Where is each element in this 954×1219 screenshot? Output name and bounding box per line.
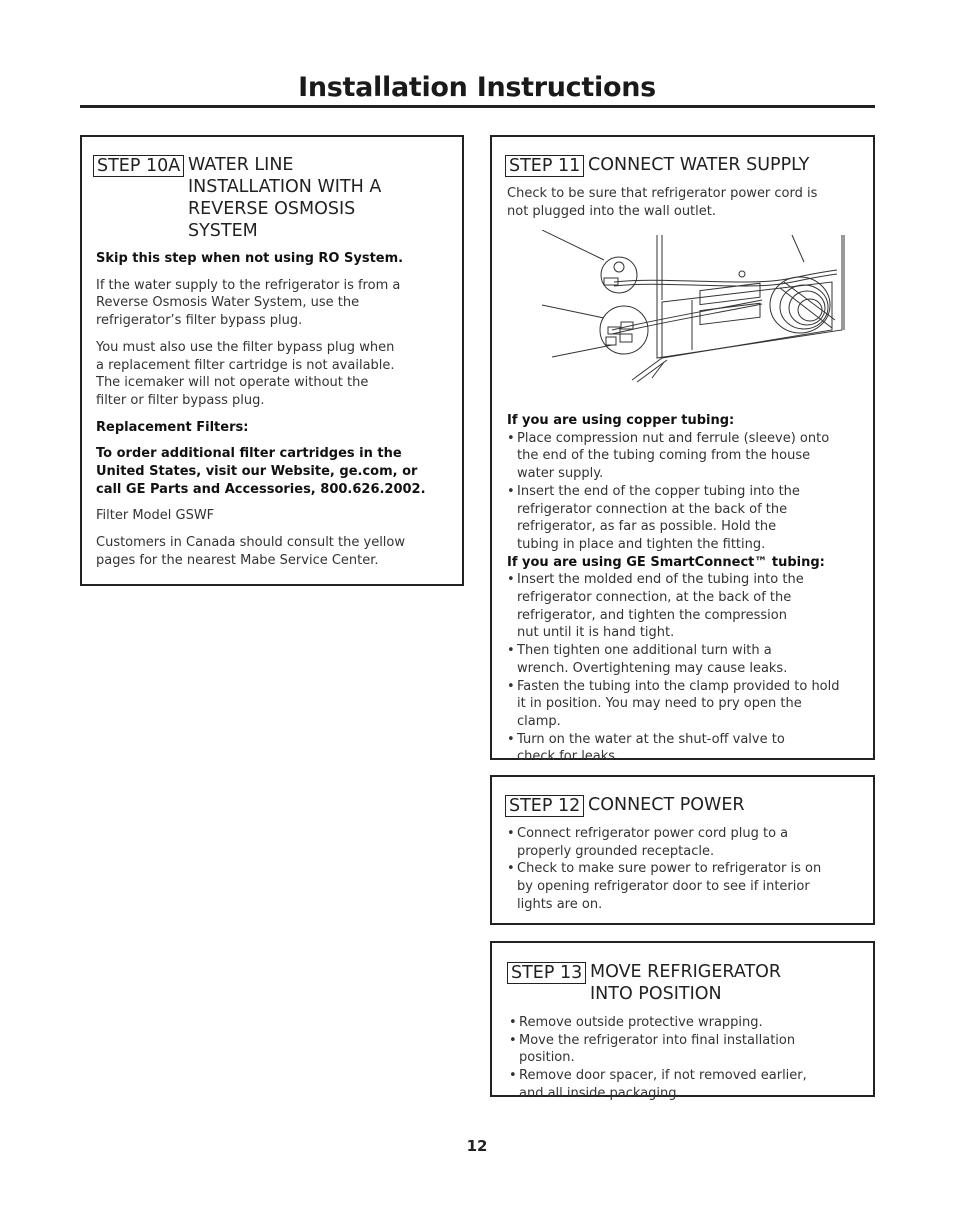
step-11-title: CONNECT WATER SUPPLY [588,155,810,175]
step-13-title: MOVE REFRIGERATOR INTO POSITION [590,962,782,1004]
ro-paragraph: If the water supply to the refrigerator is from a Reverse Osmosis Water System, use the refrigerator’s filter bypass plug. [96,277,401,329]
step-11-box [490,135,875,765]
step-11-intro: Check to be sure that refrigerator power cord is not plugged into the wall outlet. [507,186,818,219]
filter-model: Filter Model GSWF [96,508,215,524]
smart-bullet-1: • Insert the molded end of the tubing into the refrigerator connection, at the back of the refrigerator, and tighten the compression nut until it is hand tight. [507,571,807,642]
smart-bullet-3: • Fasten the tubing into the clamp provided to hold it in position. You may need to pry open the clamp. [507,678,842,731]
copper-bullet-2: • Insert the end of the copper tubing into the refrigerator connection at the back of the refrigerator, as far as possible. Hold the tubing in place and tighten the fitting. [507,483,817,554]
step-13-box [490,941,875,1101]
step-11-tag: STEP 11 [505,155,584,177]
page-title: Installation Instructions [298,72,656,103]
position-bullet-1: • Remove outside protective wrapping. [509,1014,854,1032]
power-bullet-2: • Check to make sure power to refrigerator is on by opening refrigerator door to see if interior lights are on. [507,860,837,913]
copper-bullet-1: • Place compression nut and ferrule (sleeve) onto the end of the tubing coming from the house water supply. [507,430,842,483]
order-paragraph: To order additional filter cartridges in the United States, visit our Website, ge.com, or call GE Parts and Accessories, 800.626.2002. [96,446,426,497]
step-10a-tag: STEP 10A [93,155,184,177]
replacement-heading: Replacement Filters: [96,419,249,435]
bypass-paragraph: You must also use the filter bypass plug when a replacement filter cartridge is not available. The icemaker will not operate without the filter or filter bypass plug. [96,339,395,408]
step-11-instructions [507,412,842,766]
water-connection-diagram [542,230,852,390]
skip-note: Skip this step when not using RO System. [96,251,404,266]
smartconnect-heading: If you are using GE SmartConnect™ tubing: [507,554,825,570]
step-13-tag: STEP 13 [507,962,586,984]
step-10a-body [96,250,446,570]
smart-bullet-4: • Turn on the water at the shut-off valve to check for leaks. [507,731,822,766]
step-12-body [507,825,837,914]
canada-paragraph: Customers in Canada should consult the yellow pages for the nearest Mabe Service Center. [96,535,405,568]
power-bullet-1: • Connect refrigerator power cord plug to a properly grounded receptacle. [507,825,837,860]
position-bullet-3: • Remove door spacer, if not removed earlier, and all inside packaging. [509,1067,809,1102]
position-bullet-2: • Move the refrigerator into final installation position. [509,1032,854,1067]
page-number: 12 [466,1137,488,1155]
step-10a-box [80,135,464,586]
smart-bullet-2: • Then tighten one additional turn with a wrench. Overtightening may cause leaks. [507,642,822,677]
step-12-tag: STEP 12 [505,795,584,817]
title-rule [80,105,875,108]
step-12-box [490,775,875,925]
step-13-body [509,1014,854,1103]
step-12-title: CONNECT POWER [588,795,745,815]
copper-heading: If you are using copper tubing: [507,413,735,428]
step-10a-title: WATER LINE INSTALLATION WITH A REVERSE OSMOSIS SYSTEM [188,155,382,241]
